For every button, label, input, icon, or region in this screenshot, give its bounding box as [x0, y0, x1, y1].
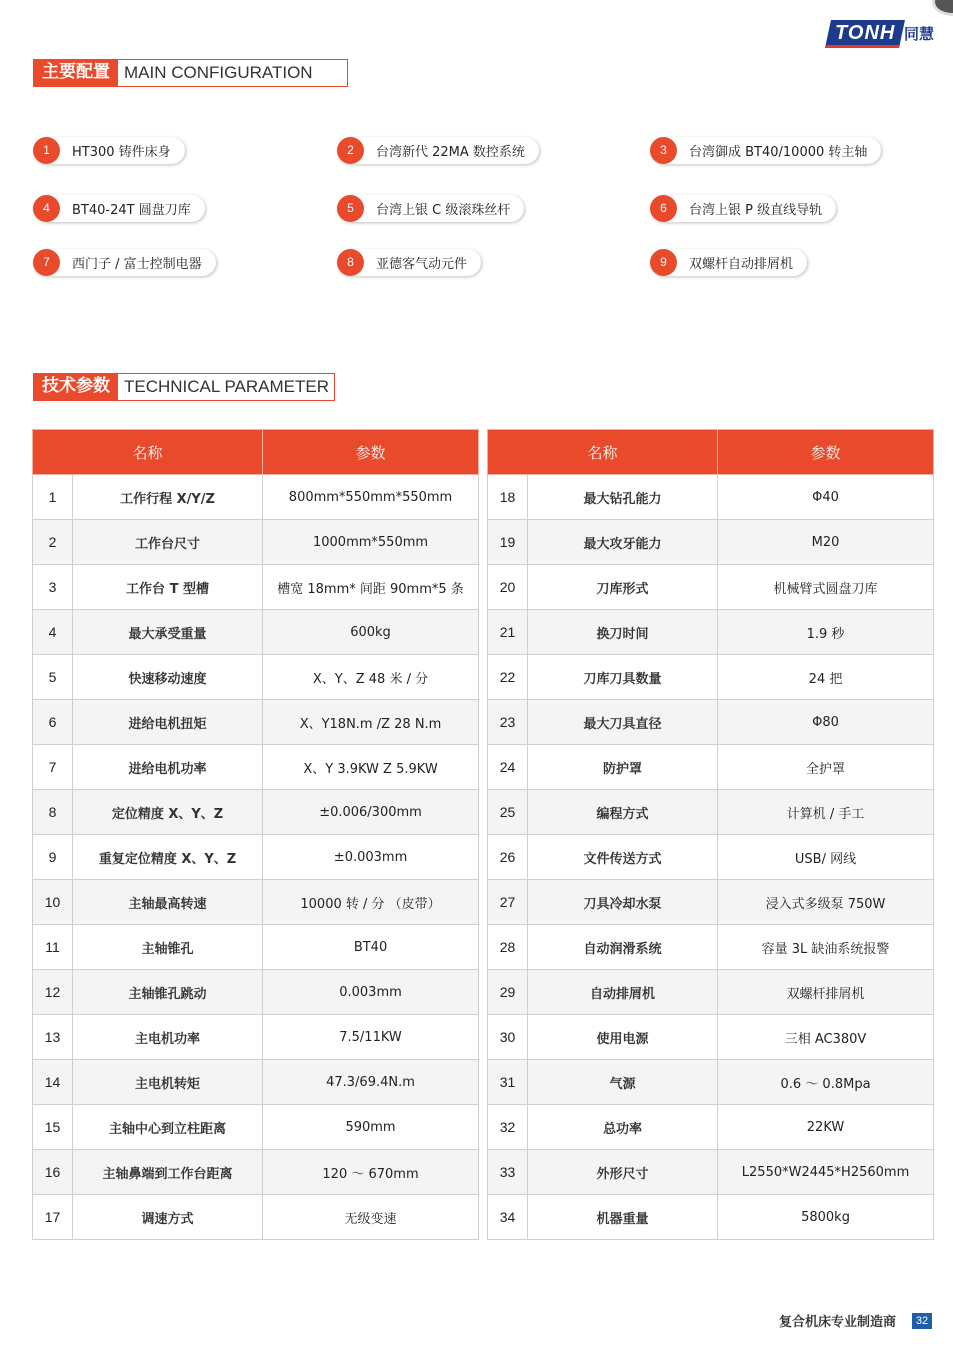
row-value: 590mm: [263, 1105, 479, 1150]
header-name: 名称: [488, 430, 718, 475]
table-row: [33, 520, 479, 565]
config-item-text: 台湾御成 BT40/10000 转主轴: [689, 145, 868, 160]
row-index: 30: [488, 1015, 528, 1060]
config-item: [33, 249, 216, 276]
config-item: [33, 137, 185, 164]
table-row: [33, 790, 479, 835]
row-index: 10: [33, 880, 73, 925]
row-value: 容量 3L 缺油系统报警: [718, 925, 934, 970]
row-value: 0.6 ～ 0.8Mpa: [718, 1060, 934, 1105]
config-item: [650, 249, 807, 276]
row-name: 进给电机扭矩: [73, 700, 263, 745]
table-row: [488, 835, 934, 880]
row-value: 7.5/11KW: [263, 1015, 479, 1060]
row-name: 防护罩: [528, 745, 718, 790]
config-item-number: 6: [650, 195, 677, 222]
tech-param-title-en: TECHNICAL PARAMETER: [124, 377, 329, 396]
row-index: 4: [33, 610, 73, 655]
config-item-text: 台湾上银 P 级直线导轨: [689, 203, 823, 218]
row-index: 22: [488, 655, 528, 700]
row-name: 进给电机功率: [73, 745, 263, 790]
row-index: 34: [488, 1195, 528, 1240]
row-value: Φ40: [718, 475, 934, 520]
row-name: 主轴鼻端到工作台距离: [73, 1150, 263, 1195]
page-number: 32: [912, 1313, 932, 1329]
row-value: M20: [718, 520, 934, 565]
row-index: 3: [33, 565, 73, 610]
row-name: 主电机转矩: [73, 1060, 263, 1105]
row-name: 快速移动速度: [73, 655, 263, 700]
config-item-text: HT300 铸件床身: [72, 145, 171, 160]
row-index: 15: [33, 1105, 73, 1150]
row-name: 最大刀具直径: [528, 700, 718, 745]
header-param: 参数: [718, 430, 934, 475]
row-index: 31: [488, 1060, 528, 1105]
row-value: 无级变速: [263, 1195, 479, 1240]
table-row: [488, 970, 934, 1015]
config-item-number: 2: [337, 137, 364, 164]
config-item-number: 3: [650, 137, 677, 164]
table-row: [488, 700, 934, 745]
row-value: X、Y、Z 48 米 / 分: [263, 655, 479, 700]
row-name: 重复定位精度 X、Y、Z: [73, 835, 263, 880]
row-index: 19: [488, 520, 528, 565]
row-name: 主轴锥孔: [73, 925, 263, 970]
table-row: [33, 700, 479, 745]
config-item-text: 台湾上银 C 级滚珠丝杆: [376, 203, 511, 218]
header-param: 参数: [263, 430, 479, 475]
table-row: [488, 475, 934, 520]
row-index: 7: [33, 745, 73, 790]
config-item-text: 亚德客气动元件: [376, 257, 468, 272]
row-name: 主轴锥孔跳动: [73, 970, 263, 1015]
row-value: 双螺杆排屑机: [718, 970, 934, 1015]
row-value: Φ80: [718, 700, 934, 745]
row-value: 1.9 秒: [718, 610, 934, 655]
tech-param-title: [33, 373, 335, 401]
row-name: 自动排屑机: [528, 970, 718, 1015]
config-item-text: 双螺杆自动排屑机: [689, 257, 794, 272]
config-item-number: 9: [650, 249, 677, 276]
table-row: [488, 565, 934, 610]
logo-mark: [825, 20, 905, 48]
row-index: 13: [33, 1015, 73, 1060]
row-name: 编程方式: [528, 790, 718, 835]
row-index: 24: [488, 745, 528, 790]
row-value: 47.3/69.4N.m: [263, 1060, 479, 1105]
row-name: 主电机功率: [73, 1015, 263, 1060]
config-item-number: 5: [337, 195, 364, 222]
table-row: [33, 880, 479, 925]
row-index: 6: [33, 700, 73, 745]
row-name: 换刀时间: [528, 610, 718, 655]
row-value: 0.003mm: [263, 970, 479, 1015]
table-row: [488, 925, 934, 970]
row-value: 浸入式多级泵 750W: [718, 880, 934, 925]
row-index: 32: [488, 1105, 528, 1150]
row-index: 17: [33, 1195, 73, 1240]
row-index: 28: [488, 925, 528, 970]
table-row: [33, 655, 479, 700]
table-row: [488, 1060, 934, 1105]
table-row: [33, 610, 479, 655]
header-name: 名称: [33, 430, 263, 475]
logo-cn-text: 同慧: [904, 25, 935, 43]
row-value: ±0.006/300mm: [263, 790, 479, 835]
table-row: [33, 475, 479, 520]
row-value: 计算机 / 手工: [718, 790, 934, 835]
row-index: 5: [33, 655, 73, 700]
row-name: 主轴中心到立柱距离: [73, 1105, 263, 1150]
row-index: 23: [488, 700, 528, 745]
config-item-number: 4: [33, 195, 60, 222]
logo-brand-text: TONH: [835, 22, 896, 44]
config-item: [650, 137, 881, 164]
config-item-number: 1: [33, 137, 60, 164]
row-value: 三相 AC380V: [718, 1015, 934, 1060]
row-name: 刀库形式: [528, 565, 718, 610]
table-row: [33, 835, 479, 880]
config-item: [337, 249, 481, 276]
table-row: [488, 1195, 934, 1240]
row-value: ±0.003mm: [263, 835, 479, 880]
row-name: 刀库刀具数量: [528, 655, 718, 700]
row-index: 1: [33, 475, 73, 520]
table-row: [488, 610, 934, 655]
row-value: 800mm*550mm*550mm: [263, 475, 479, 520]
param-table-left-body: [33, 475, 479, 1240]
table-row: [33, 1195, 479, 1240]
config-item: [337, 137, 539, 164]
row-index: 21: [488, 610, 528, 655]
row-name: 总功率: [528, 1105, 718, 1150]
config-item-number: 7: [33, 249, 60, 276]
row-value: 5800kg: [718, 1195, 934, 1240]
row-name: 外形尺寸: [528, 1150, 718, 1195]
row-value: 24 把: [718, 655, 934, 700]
table-row: [33, 970, 479, 1015]
config-item: [650, 195, 836, 222]
table-row: [488, 520, 934, 565]
config-item: [337, 195, 524, 222]
row-value: X、Y18N.m /Z 28 N.m: [263, 700, 479, 745]
config-item-text: 西门子 / 富士控制电器: [72, 257, 202, 272]
row-name: 气源: [528, 1060, 718, 1105]
config-item-text: 台湾新代 22MA 数控系统: [376, 145, 525, 160]
row-value: X、Y 3.9KW Z 5.9KW: [263, 745, 479, 790]
table-row: [33, 1015, 479, 1060]
row-index: 33: [488, 1150, 528, 1195]
row-index: 20: [488, 565, 528, 610]
table-row: [33, 565, 479, 610]
row-index: 2: [33, 520, 73, 565]
row-value: 机械臂式圆盘刀库: [718, 565, 934, 610]
table-row: [488, 790, 934, 835]
table-header-row: [33, 430, 479, 475]
table-row: [33, 745, 479, 790]
row-value: USB/ 网线: [718, 835, 934, 880]
row-index: 29: [488, 970, 528, 1015]
row-name: 自动润滑系统: [528, 925, 718, 970]
row-index: 18: [488, 475, 528, 520]
row-name: 使用电源: [528, 1015, 718, 1060]
row-name: 工作台 T 型槽: [73, 565, 263, 610]
row-index: 27: [488, 880, 528, 925]
row-index: 16: [33, 1150, 73, 1195]
row-index: 8: [33, 790, 73, 835]
corner-avatar: [932, 0, 953, 16]
row-index: 14: [33, 1060, 73, 1105]
row-name: 文件传送方式: [528, 835, 718, 880]
row-index: 25: [488, 790, 528, 835]
main-config-title-cn: 主要配置: [34, 60, 118, 86]
main-config-title: [33, 59, 348, 87]
row-value: L2550*W2445*H2560mm: [718, 1150, 934, 1195]
config-item-number: 8: [337, 249, 364, 276]
param-table-right-body: [488, 475, 934, 1240]
main-config-title-en: MAIN CONFIGURATION: [124, 63, 313, 82]
row-value: 120 ～ 670mm: [263, 1150, 479, 1195]
row-value: BT40: [263, 925, 479, 970]
table-row: [33, 1105, 479, 1150]
row-index: 12: [33, 970, 73, 1015]
row-name: 最大钻孔能力: [528, 475, 718, 520]
table-row: [488, 880, 934, 925]
table-row: [488, 1105, 934, 1150]
table-row: [488, 1015, 934, 1060]
config-item-text: BT40-24T 圆盘刀库: [72, 203, 191, 218]
row-name: 最大攻牙能力: [528, 520, 718, 565]
table-row: [33, 1150, 479, 1195]
param-table-left: [32, 429, 479, 1240]
row-name: 机器重量: [528, 1195, 718, 1240]
table-row: [33, 925, 479, 970]
row-name: 定位精度 X、Y、Z: [73, 790, 263, 835]
row-name: 最大承受重量: [73, 610, 263, 655]
row-index: 9: [33, 835, 73, 880]
row-value: 22KW: [718, 1105, 934, 1150]
table-row: [33, 1060, 479, 1105]
config-item: [33, 195, 205, 222]
tech-param-title-cn: 技术参数: [34, 374, 118, 400]
row-value: 1000mm*550mm: [263, 520, 479, 565]
table-row: [488, 1150, 934, 1195]
row-index: 26: [488, 835, 528, 880]
row-value: 10000 转 / 分 （皮带）: [263, 880, 479, 925]
row-value: 槽宽 18mm* 间距 90mm*5 条: [263, 565, 479, 610]
row-name: 调速方式: [73, 1195, 263, 1240]
row-value: 600kg: [263, 610, 479, 655]
row-name: 主轴最高转速: [73, 880, 263, 925]
row-name: 刀具冷却水泵: [528, 880, 718, 925]
footer-tagline: 复合机床专业制造商: [779, 1315, 897, 1330]
table-header-row: [488, 430, 934, 475]
row-value: 全护罩: [718, 745, 934, 790]
table-row: [488, 655, 934, 700]
company-logo: [828, 20, 942, 48]
row-name: 工作行程 X/Y/Z: [73, 475, 263, 520]
param-table-right: [487, 429, 934, 1240]
row-name: 工作台尺寸: [73, 520, 263, 565]
table-row: [488, 745, 934, 790]
row-index: 11: [33, 925, 73, 970]
